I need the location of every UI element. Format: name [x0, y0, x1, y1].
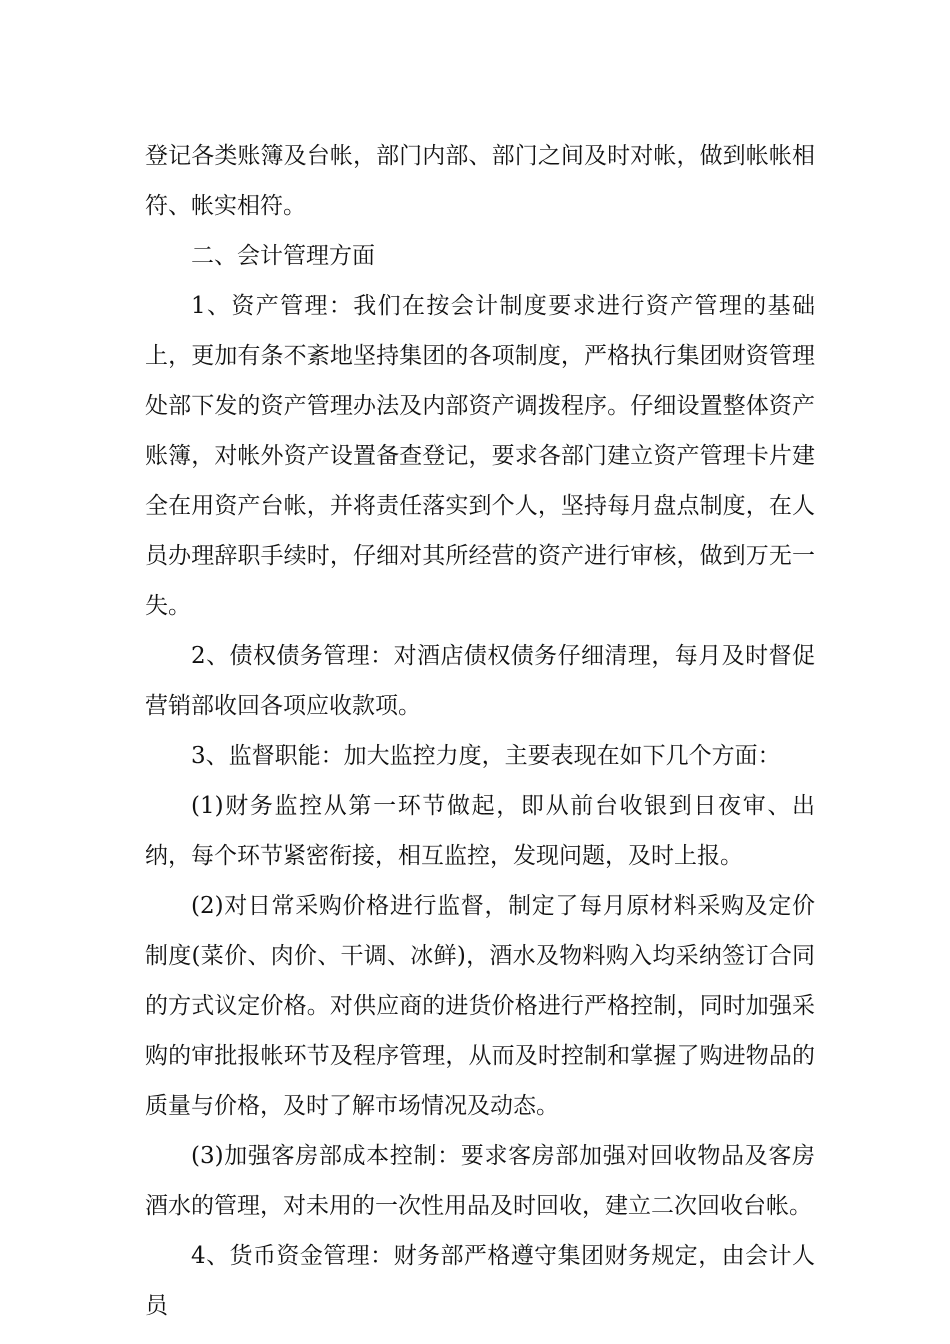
- paragraph-debt-management: 2、债权债务管理：对酒店债权债务仔细清理，每月及时督促营销部收回各项应收款项。: [145, 643, 815, 719]
- section-heading-accounting-management: 二、会计管理方面: [191, 243, 375, 269]
- paragraph-supervision-item-3: (3)加强客房部成本控制：要求客房部加强对回收物品及客房酒水的管理，对未用的一次性用品及时回收，建立二次回收台帐。: [145, 1143, 815, 1219]
- paragraph-asset-management: 1、资产管理：我们在按会计制度要求进行资产管理的基础上，更加有条不紊地坚持集团的各项制度，严格执行集团财资管理处部下发的资产管理办法及内部资产调拨程序。仔细设置整体资产账簿，对帐外资产设置备查登记，要求各部门建立资产管理卡片建全在用资产台帐，并将责任落实到个人，坚持每月盘点制度，在人员办理辞职手续时，仔细对其所经营的资产进行审核，做到万无一失。: [145, 293, 815, 619]
- paragraph-supervision-item-1: (1)财务监控从第一环节做起，即从前台收银到日夜审、出纳，每个环节紧密衔接，相互监控，发现问题，及时上报。: [145, 793, 815, 869]
- paragraph-supervision: 3、监督职能：加大监控力度，主要表现在如下几个方面：: [191, 743, 781, 769]
- paragraph-supervision-item-2: (2)对日常采购价格进行监督，制定了每月原材料采购及定价制度(菜价、肉价、干调、冰鲜)，酒水及物料购入均采纳签订合同的方式议定价格。对供应商的进货价格进行严格控制，同时加强采购的审批报帐环节及程序管理，从而及时控制和掌握了购进物品的质量与价格，及时了解市场情况及动态。: [145, 893, 815, 1119]
- paragraph-1: 登记各类账簿及台帐，部门内部、部门之间及时对帐，做到帐帐相符、帐实相符。: [145, 143, 815, 219]
- paragraph-cash-management: 4、货币资金管理：财务部严格遵守集团财务规定，由会计人员: [145, 1243, 815, 1319]
- document-body: [145, 131, 815, 1331]
